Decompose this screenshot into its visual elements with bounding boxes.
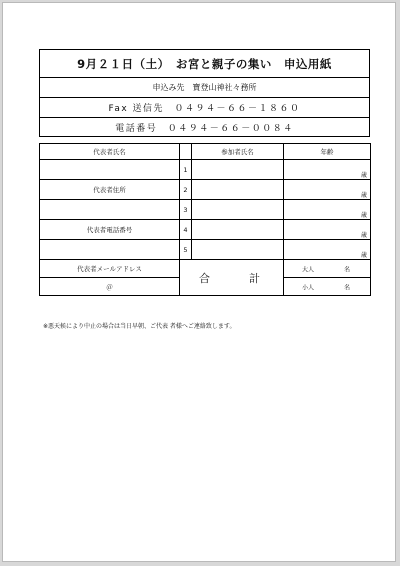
at-mark: ＠ — [106, 283, 113, 291]
apply-to-line: 申込み先 寶登山神社々務所 — [39, 77, 370, 97]
age-field[interactable]: 歳 — [284, 240, 371, 260]
child-count-field[interactable] — [284, 278, 371, 296]
row-number: 2 — [180, 180, 192, 200]
rep-phone-field[interactable] — [40, 240, 180, 260]
header-participant-name: 参加者氏名 — [192, 144, 284, 160]
row-number: 3 — [180, 200, 192, 220]
adult-count-field[interactable] — [284, 260, 371, 278]
age-field[interactable]: 歳 — [284, 200, 371, 220]
rep-phone-label: 代表者電話番号 — [40, 220, 180, 240]
weather-note: ※悪天候により中止の場合は当日早朝、ご代表 者様へご連絡致します。 — [43, 323, 236, 330]
participant-name-field[interactable] — [192, 220, 284, 240]
participant-name-field[interactable] — [192, 180, 284, 200]
rep-address-label: 代表者住所 — [40, 180, 180, 200]
header-rep-name: 代表者氏名 — [40, 144, 180, 160]
age-field[interactable]: 歳 — [284, 160, 371, 180]
age-field[interactable]: 歳 — [284, 220, 371, 240]
row-number: 4 — [180, 220, 192, 240]
row-number: 1 — [180, 160, 192, 180]
participant-name-field[interactable] — [192, 200, 284, 220]
age-field[interactable]: 歳 — [284, 180, 371, 200]
rep-email-field[interactable] — [40, 278, 180, 296]
participant-name-field[interactable] — [192, 160, 284, 180]
rep-address-field[interactable] — [40, 200, 180, 220]
rep-email-label: 代表者メールアドレス — [40, 260, 180, 278]
total-label: 合 計 — [180, 260, 284, 296]
row-number: 5 — [180, 240, 192, 260]
form-title: 9月２１日（土） お宮と親子の集い 申込用紙 — [39, 49, 370, 77]
phone-line: 電話番号 ０４９４－６６－００８４ — [39, 117, 370, 137]
rep-name-field[interactable] — [40, 160, 180, 180]
header-age: 年齢 — [284, 144, 371, 160]
entry-table — [39, 143, 371, 296]
adult-label: 大人 — [302, 266, 315, 273]
document-page — [2, 2, 396, 562]
application-form — [39, 49, 370, 296]
participant-name-field[interactable] — [192, 240, 284, 260]
child-label: 小人 — [302, 284, 315, 291]
child-unit: 名 — [343, 284, 350, 291]
fax-line: Fax 送信先 ０４９４－６６－１８６０ — [39, 97, 370, 117]
adult-unit: 名 — [343, 266, 350, 273]
